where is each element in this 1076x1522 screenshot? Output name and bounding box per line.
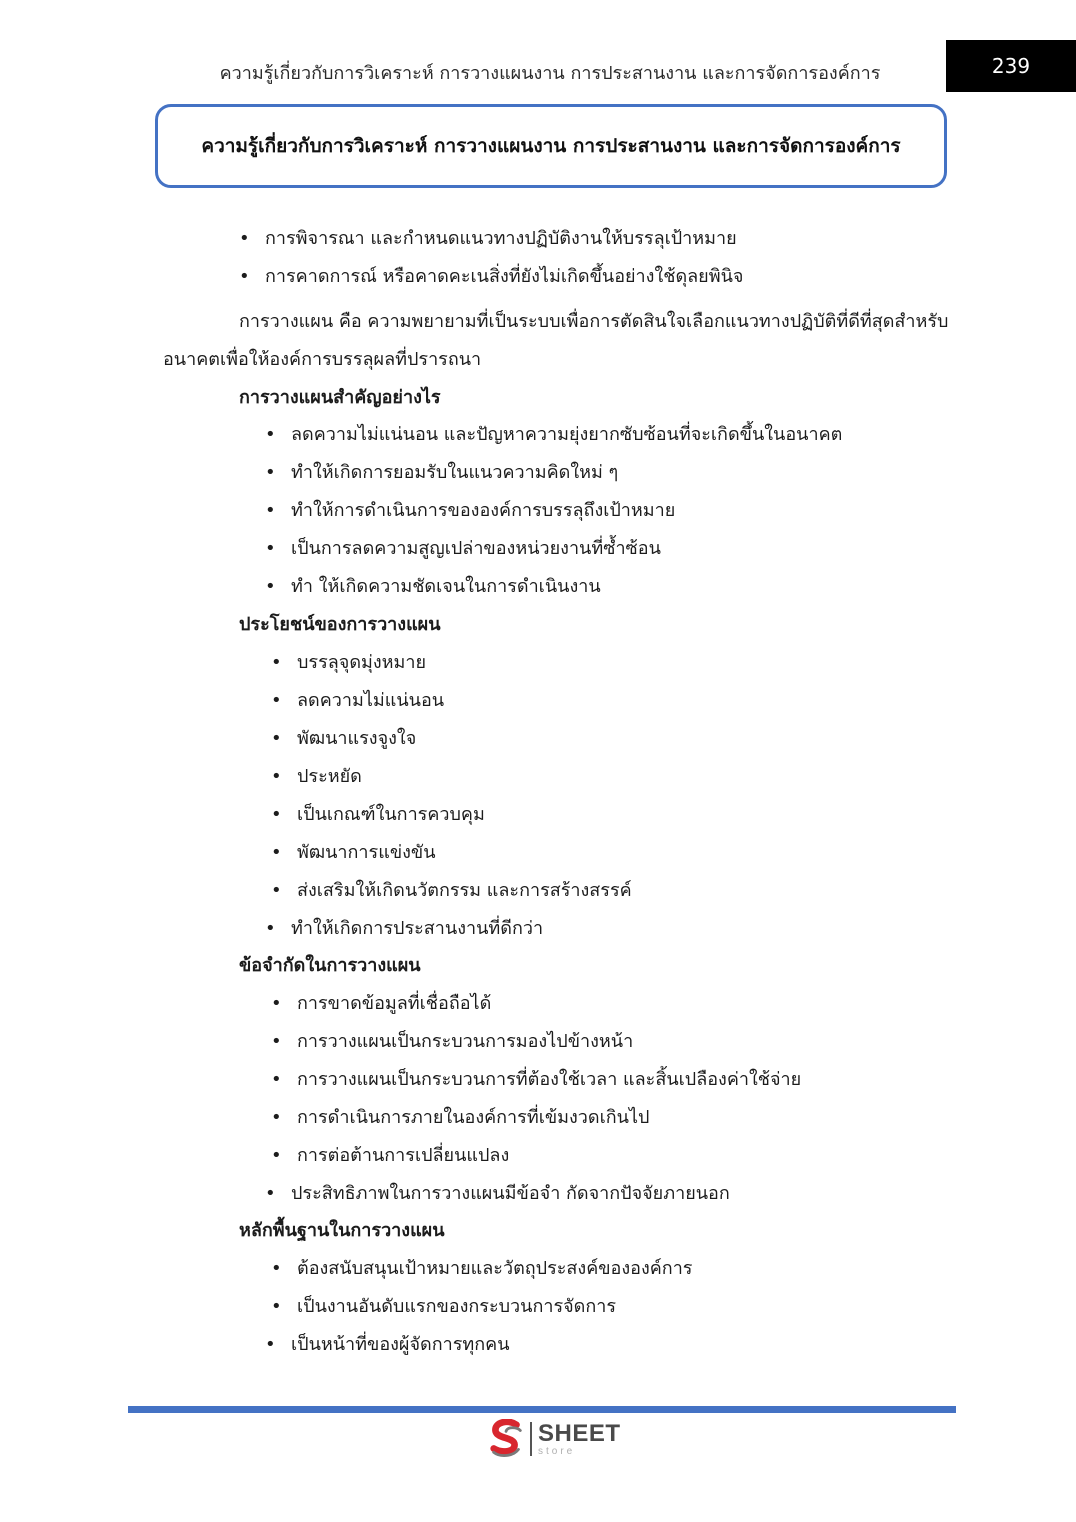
bullet-item: • การวางแผนเป็นกระบวนการที่ต้องใช้เวลา และสิ้นเปลืองค่าใช้จ่าย: [297, 1067, 801, 1093]
logo-subword: store: [538, 1445, 576, 1457]
chapter-title: ความรู้เกี่ยวกับการวิเคราะห์ การวางแผนงาน การประสานงาน และการจัดการองค์การ: [201, 135, 901, 157]
footer-logo: [488, 1418, 621, 1460]
bullet-item: • การวางแผนเป็นกระบวนการมองไปข้างหน้า: [297, 1029, 633, 1055]
bullet-item: • พัฒนาแรงจูงใจ: [297, 726, 416, 752]
bullet-item: • บรรลุจุดมุ่งหมาย: [297, 650, 426, 676]
bullet-item: • เป็นหน้าที่ของผู้จัดการทุกคน: [291, 1332, 510, 1358]
bullet-item: • ทำให้การดำเนินการขององค์การบรรลุถึงเป้าหมาย: [291, 498, 675, 524]
bullet-item: • ทำ ให้เกิดความชัดเจนในการดำเนินงาน: [291, 574, 601, 600]
section-heading: ข้อจำกัดในการวางแผน: [239, 955, 421, 976]
bullet-item: • ประหยัด: [297, 764, 362, 790]
bullet-item: • ลดความไม่แน่นอน: [297, 688, 444, 714]
page-number: 239: [991, 54, 1031, 78]
section-heading: หลักพื้นฐานในการวางแผน: [239, 1220, 445, 1241]
sheet-store-s-logo-icon: [488, 1419, 526, 1459]
bullet-item: • ส่งเสริมให้เกิดนวัตกรรม และการสร้างสรรค์: [297, 878, 632, 904]
bullet-item: • เป็นเกณฑ์ในการควบคุม: [297, 802, 485, 828]
bullet-item: • ทำให้เกิดการประสานงานที่ดีกว่า: [291, 916, 543, 942]
footer-divider: [128, 1406, 956, 1413]
bullet-item: • เป็นการลดความสูญเปล่าของหน่วยงานที่ซ้ำซ้อน: [291, 536, 661, 562]
bullet-item: • พัฒนาการแข่งขัน: [297, 840, 436, 866]
logo-separator: [530, 1422, 532, 1456]
bullet-item: • การดำเนินการภายในองค์การที่เข้มงวดเกินไป: [297, 1105, 649, 1131]
bullet-item: • เป็นงานอันดับแรกของกระบวนการจัดการ: [297, 1294, 616, 1320]
chapter-title-box: [155, 104, 947, 188]
bullet-item: • การขาดข้อมูลที่เชื่อถือได้: [297, 991, 491, 1017]
bullet-item: • การพิจารณา และกำหนดแนวทางปฏิบัติงานให้บรรลุเป้าหมาย: [265, 226, 737, 252]
running-header-title: ความรู้เกี่ยวกับการวิเคราะห์ การวางแผนงาน การประสานงาน และการจัดการองค์การ: [219, 63, 881, 84]
section-heading: ประโยชน์ของการวางแผน: [239, 614, 441, 635]
page-number-tab: [946, 40, 1076, 92]
paragraph-line: การวางแผน คือ ความพยายามที่เป็นระบบเพื่อการตัดสินใจเลือกแนวทางปฏิบัติที่ดีที่สุดสำหรับ: [239, 311, 949, 332]
bullet-item: • ลดความไม่แน่นอน และปัญหาความยุ่งยากซับซ้อนที่จะเกิดขึ้นในอนาคต: [291, 422, 842, 448]
logo-wordmark: [538, 1419, 621, 1457]
section-heading: การวางแผนสำคัญอย่างไร: [239, 387, 441, 408]
bullet-item: • ต้องสนับสนุนเป้าหมายและวัตถุประสงค์ขององค์การ: [297, 1256, 692, 1282]
bullet-item: • ทำให้เกิดการยอมรับในแนวความคิดใหม่ ๆ: [291, 460, 618, 486]
bullet-item: • การคาดการณ์ หรือคาดคะเนสิ่งที่ยังไม่เกิดขึ้นอย่างใช้ดุลยพินิจ: [265, 264, 743, 290]
bullet-item: • การต่อต้านการเปลี่ยนแปลง: [297, 1143, 509, 1169]
paragraph-line: อนาคตเพื่อให้องค์การบรรลุผลที่ปรารถนา: [163, 349, 482, 370]
logo-word: SHEET: [538, 1419, 621, 1447]
bullet-item: • ประสิทธิภาพในการวางแผนมีข้อจำ กัดจากปัจจัยภายนอก: [291, 1181, 730, 1207]
